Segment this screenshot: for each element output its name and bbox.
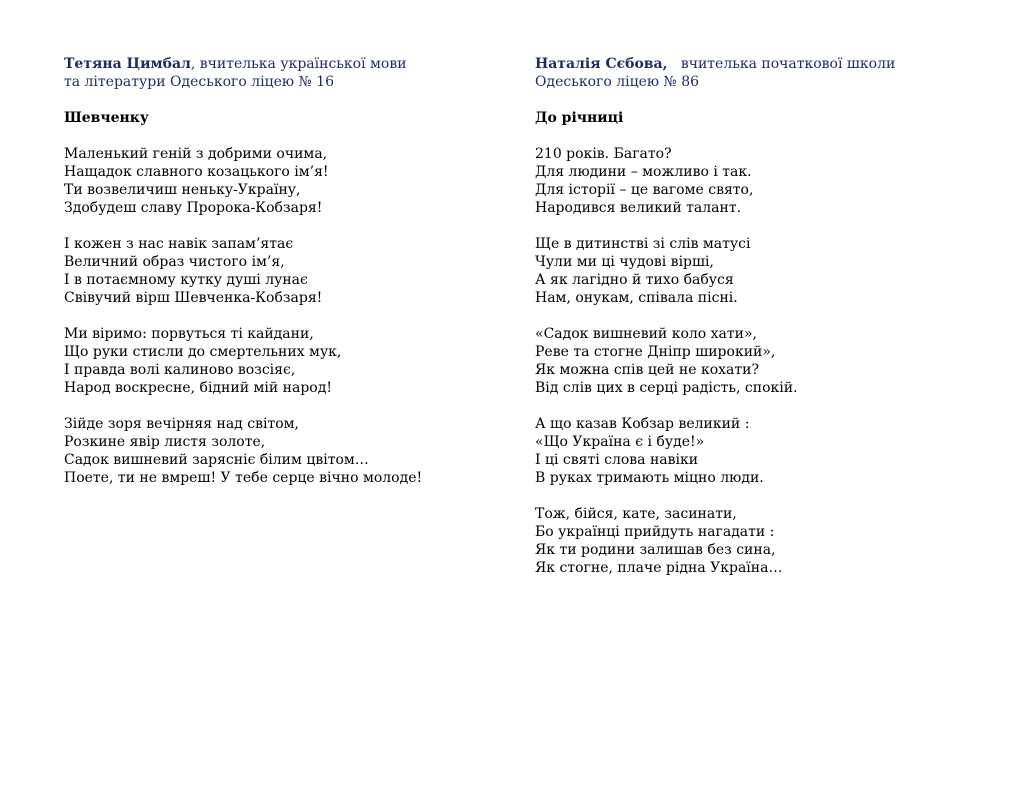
- poem-line: Для людини – можливо і так.: [535, 164, 752, 180]
- poem-line: Зійде зоря вечірняя над світом,: [64, 416, 299, 432]
- right-author-role-line2: Одеського ліцею № 86: [535, 74, 700, 90]
- left-author-role-line2: та літератури Одеського ліцею № 16: [64, 74, 335, 90]
- poem-line: Як можна спів цей не кохати?: [535, 362, 759, 378]
- poem-line: Бо українці прийдуть нагадати :: [535, 524, 775, 540]
- poem-line: 210 років. Багато?: [535, 146, 672, 162]
- poem-line: Свівучий вірш Шевченка-Кобзаря!: [64, 290, 323, 306]
- poem-line: «Садок вишневий коло хати»,: [535, 326, 757, 342]
- right-stanza-1: [535, 145, 975, 217]
- poem-line: В руках тримають міцно люди.: [535, 470, 764, 486]
- left-poem-column: [64, 55, 484, 505]
- poem-line: Розкине явір листя золоте,: [64, 434, 266, 450]
- poem-line: Народ воскресне, бідний мій народ!: [64, 380, 332, 396]
- poem-line: Ти возвеличиш неньку-Україну,: [64, 182, 301, 198]
- poem-line: Що руки стисли до смертельних мук,: [64, 344, 342, 360]
- left-author-role-line1: , вчителька української мови: [190, 56, 407, 72]
- right-author-byline: [535, 55, 975, 91]
- poem-line: І ці святі слова навіки: [535, 452, 699, 468]
- poem-line: А що казав Кобзар великий :: [535, 416, 750, 432]
- poem-line: І правда волі калиново возсіяє,: [64, 362, 296, 378]
- poem-line: Для історії – це вагоме свято,: [535, 182, 754, 198]
- right-poem-title: До річниці: [535, 110, 624, 126]
- poem-line: Реве та стогне Дніпр широкий»,: [535, 344, 776, 360]
- poem-line: Нащадок славного козацького ім’я!: [64, 164, 329, 180]
- poem-line: А як лагідно й тихо бабуся: [535, 272, 734, 288]
- left-author-name: Тетяна Цимбал: [64, 56, 191, 72]
- right-stanza-2: [535, 235, 975, 307]
- right-poem-body: [535, 145, 975, 577]
- right-stanza-5: [535, 505, 975, 577]
- right-author-name: Наталія Сєбова,: [535, 56, 668, 72]
- left-stanza-3: [64, 325, 484, 397]
- left-stanza-2: [64, 235, 484, 307]
- left-poem-body: [64, 145, 484, 487]
- poem-line: Поете, ти не вмреш! У тебе серце вічно молоде!: [64, 470, 423, 486]
- right-author-role-line1: вчителька початкової школи: [667, 56, 896, 72]
- poem-line: Величний образ чистого ім’я,: [64, 254, 285, 270]
- poem-line: І кожен з нас навік запам’ятає: [64, 236, 294, 252]
- poem-line: Чули ми ці чудові вірші,: [535, 254, 714, 270]
- left-poem-title: Шевченку: [64, 110, 149, 126]
- poem-line: Нам, онукам, співала пісні.: [535, 290, 738, 306]
- poem-line: «Що Україна є і буде!»: [535, 434, 705, 450]
- left-stanza-1: [64, 145, 484, 217]
- right-stanza-3: [535, 325, 975, 397]
- right-stanza-4: [535, 415, 975, 487]
- right-poem-column: [535, 55, 975, 595]
- poem-line: Народився великий талант.: [535, 200, 742, 216]
- poem-line: Тож, бійся, кате, засинати,: [535, 506, 737, 522]
- left-stanza-4: [64, 415, 484, 487]
- poem-line: І в потаємному кутку душі лунає: [64, 272, 308, 288]
- poem-line: Здобудеш славу Пророка-Кобзаря!: [64, 200, 323, 216]
- poem-line: Від слів цих в серці радість, спокій.: [535, 380, 798, 396]
- poem-line: Маленький геній з добрими очима,: [64, 146, 328, 162]
- poem-line: Ми віримо: порвуться ті кайдани,: [64, 326, 314, 342]
- poem-line: Ще в дитинстві зі слів матусі: [535, 236, 751, 252]
- poem-line: Садок вишневий зарясніє білим цвітом…: [64, 452, 369, 468]
- poem-line: Як стогне, плаче рідна Україна…: [535, 560, 783, 576]
- poem-line: Як ти родини залишав без сина,: [535, 542, 776, 558]
- left-author-byline: [64, 55, 484, 91]
